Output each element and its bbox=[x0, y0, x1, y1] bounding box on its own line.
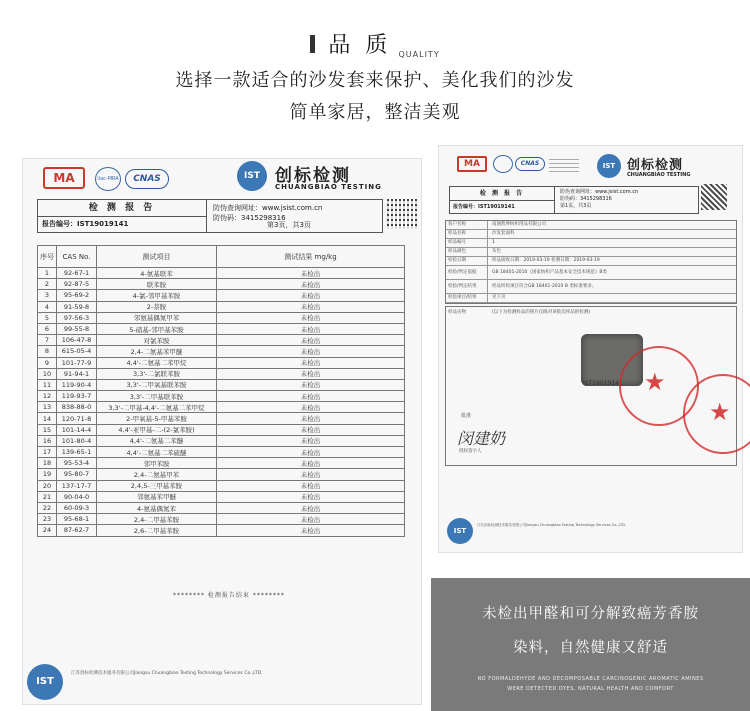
summary-value: 样品所检项目符合GB 18401-2010 B 类标准要求。 bbox=[492, 284, 597, 289]
claim-en-line1: NO FORMALDEHYDE AND DECOMPOSABLE CARCINOGENIC AROMATIC AMINES bbox=[477, 676, 704, 682]
cell-index: 20 bbox=[38, 480, 57, 491]
table-row bbox=[38, 480, 405, 491]
cell-result: 未检出 bbox=[217, 402, 405, 413]
cell-cas: 119-90-4 bbox=[57, 379, 97, 390]
summary-key: 检验/判定依据 bbox=[448, 266, 488, 279]
cell-item: 2,4,5-三甲基苯胺 bbox=[97, 480, 217, 491]
table-row bbox=[38, 525, 405, 536]
test-report-page1 bbox=[438, 145, 743, 553]
cell-cas: 615-05-4 bbox=[57, 346, 97, 357]
footer-company: 江苏创标检测技术服务有限公司Jiangsu Chuangbiao Testing Technology Services Co.,LTD. bbox=[477, 523, 626, 527]
table-row bbox=[38, 458, 405, 469]
summary-key: 检验日期 bbox=[448, 257, 488, 265]
summary-key: 样品颜色 bbox=[448, 248, 488, 256]
cell-index: 14 bbox=[38, 413, 57, 424]
table-row bbox=[38, 435, 405, 446]
cell-result: 未检出 bbox=[217, 290, 405, 301]
cell-result: 未检出 bbox=[217, 268, 405, 279]
brand-cn: 创标检测 bbox=[275, 166, 351, 186]
stamp-star-icon: ★ bbox=[709, 398, 731, 426]
cell-cas: 95-53-4 bbox=[57, 458, 97, 469]
cell-result: 未检出 bbox=[217, 491, 405, 502]
cell-cas: 99-55-8 bbox=[57, 323, 97, 334]
cell-index: 4 bbox=[38, 301, 57, 312]
cell-result: 未检出 bbox=[217, 379, 405, 390]
cell-index: 13 bbox=[38, 402, 57, 413]
cell-cas: 106-47-8 bbox=[57, 335, 97, 346]
approval-label: 批准 bbox=[461, 413, 472, 419]
summary-value: 沙发套面料 bbox=[492, 231, 515, 236]
table-row bbox=[38, 357, 405, 368]
cell-index: 5 bbox=[38, 312, 57, 323]
summary-row bbox=[446, 266, 736, 280]
cell-result: 未检出 bbox=[217, 447, 405, 458]
ist-logo-icon: IST bbox=[237, 161, 267, 191]
summary-value: 灰色 bbox=[492, 249, 501, 254]
cell-index: 17 bbox=[38, 447, 57, 458]
summary-key: 检验/判定结果 bbox=[448, 280, 488, 293]
cell-result: 未检出 bbox=[217, 514, 405, 525]
cell-cas: 101-77-9 bbox=[57, 357, 97, 368]
summary-value: 1 bbox=[492, 240, 495, 245]
cell-result: 未检出 bbox=[217, 435, 405, 446]
summary-row bbox=[446, 280, 736, 294]
cell-item: 3,3'-二氯联苯胺 bbox=[97, 368, 217, 379]
cell-cas: 119-93-7 bbox=[57, 391, 97, 402]
claim-en-line2: WERE DETECTED DYES, NATURAL HEALTH AND COMFORT bbox=[507, 686, 674, 692]
page-line: 第1页，共3页 bbox=[560, 203, 592, 209]
cell-cas: 95-80-7 bbox=[57, 469, 97, 480]
cell-item: 邻氨基偶氮甲苯 bbox=[97, 312, 217, 323]
results-table bbox=[37, 245, 405, 537]
table-row bbox=[38, 290, 405, 301]
cell-cas: 87-62-7 bbox=[57, 525, 97, 536]
cell-index: 19 bbox=[38, 469, 57, 480]
page-line: 第3页，共3页 bbox=[267, 221, 311, 229]
cell-index: 10 bbox=[38, 368, 57, 379]
cell-item: 对氯苯胺 bbox=[97, 335, 217, 346]
claim-line1: 未检出甲醛和可分解致癌芳香胺 bbox=[482, 606, 699, 622]
cell-cas: 91-94-1 bbox=[57, 368, 97, 379]
summary-key: 样品编号 bbox=[448, 239, 488, 247]
cell-result: 未检出 bbox=[217, 368, 405, 379]
summary-value: 南通凯坤纺织用品有限公司 bbox=[492, 222, 546, 227]
cnas-logo: CNAS bbox=[515, 157, 545, 171]
cell-item: 联苯胺 bbox=[97, 279, 217, 290]
cell-result: 未检出 bbox=[217, 312, 405, 323]
title-cn: 品 质 bbox=[328, 33, 392, 58]
col-header-item: 测试项目 bbox=[97, 246, 217, 268]
cell-result: 未检出 bbox=[217, 335, 405, 346]
summary-row bbox=[446, 230, 736, 239]
table-row bbox=[38, 469, 405, 480]
cell-result: 未检出 bbox=[217, 525, 405, 536]
table-row bbox=[38, 301, 405, 312]
cell-item: 4,4'-二氨基二苯硫醚 bbox=[97, 447, 217, 458]
subtitle-line2: 简单家居，整洁美观 bbox=[289, 102, 461, 123]
table-row bbox=[38, 402, 405, 413]
table-row bbox=[38, 502, 405, 513]
cell-index: 2 bbox=[38, 279, 57, 290]
table-row bbox=[38, 268, 405, 279]
cell-result: 未检出 bbox=[217, 502, 405, 513]
signature: 闵建奶 bbox=[457, 429, 506, 448]
cell-item: 2-甲氧基-5-甲基苯胺 bbox=[97, 413, 217, 424]
cell-result: 未检出 bbox=[217, 469, 405, 480]
cell-cas: 120-71-8 bbox=[57, 413, 97, 424]
cell-item: 4,4'-亚甲基-二-(2-氯苯胺) bbox=[97, 424, 217, 435]
cell-cas: 101-80-4 bbox=[57, 435, 97, 446]
ilac-logo-icon bbox=[493, 155, 513, 173]
cell-index: 21 bbox=[38, 491, 57, 502]
cell-index: 1 bbox=[38, 268, 57, 279]
cell-item: 4-氨基偶氮苯 bbox=[97, 502, 217, 513]
ist-footer-logo-icon: IST bbox=[27, 664, 63, 700]
table-row bbox=[38, 379, 405, 390]
cell-item: 3,3'-二甲基-4,4'-二氨基二苯甲烷 bbox=[97, 402, 217, 413]
cell-index: 16 bbox=[38, 435, 57, 446]
brand-en: CHUANGBIAO TESTING bbox=[275, 183, 382, 191]
summary-table bbox=[445, 220, 737, 304]
cell-item: 4,4'-二氨基二苯甲烷 bbox=[97, 357, 217, 368]
cell-result: 未检出 bbox=[217, 279, 405, 290]
brand-cn: 创标检测 bbox=[627, 158, 684, 173]
table-row bbox=[38, 447, 405, 458]
cell-cas: 95-69-2 bbox=[57, 290, 97, 301]
table-row bbox=[38, 323, 405, 334]
cert-logos bbox=[43, 167, 193, 191]
cell-item: 3,3'-二甲氧基联苯胺 bbox=[97, 379, 217, 390]
cell-result: 未检出 bbox=[217, 357, 405, 368]
summary-value: GB 18401-2010《国家纺织产品基本安全技术规范》B类 bbox=[492, 270, 607, 275]
summary-key: 样品名称 bbox=[448, 230, 488, 238]
cell-item: 2,4-二甲基苯胺 bbox=[97, 514, 217, 525]
qr-code-icon bbox=[701, 184, 727, 210]
cell-index: 22 bbox=[38, 502, 57, 513]
cell-index: 3 bbox=[38, 290, 57, 301]
site-line: 防伪查询网址：www.jsist.com.cn bbox=[213, 204, 323, 212]
report-info bbox=[207, 199, 383, 233]
site-line: 防伪查询网址：www.jsist.com.cn bbox=[560, 189, 639, 195]
cell-result: 未检出 bbox=[217, 301, 405, 312]
cell-result: 未检出 bbox=[217, 480, 405, 491]
signatory-label: 授权签字人 bbox=[459, 449, 482, 454]
cell-index: 15 bbox=[38, 424, 57, 435]
report-header-box bbox=[449, 186, 699, 214]
summary-row bbox=[446, 239, 736, 248]
table-row bbox=[38, 312, 405, 323]
summary-value: 样品接收日期：2019-03-19 检测日期：2019-03-19 bbox=[492, 258, 600, 263]
cell-result: 未检出 bbox=[217, 458, 405, 469]
cell-index: 24 bbox=[38, 525, 57, 536]
subtitle-line1: 选择一款适合的沙发套来保护、美化我们的沙发 bbox=[175, 70, 575, 91]
title-en: QUALITY bbox=[398, 50, 440, 59]
cell-item: 4-氨基联苯 bbox=[97, 268, 217, 279]
section-title bbox=[0, 28, 750, 59]
table-row bbox=[38, 335, 405, 346]
summary-key: 检验项目/结果 bbox=[448, 294, 488, 302]
summary-row bbox=[446, 257, 736, 266]
table-header-row bbox=[38, 246, 405, 268]
cell-cas: 91-59-8 bbox=[57, 301, 97, 312]
cell-item: 2,4-二氨基苯甲醚 bbox=[97, 346, 217, 357]
cell-index: 23 bbox=[38, 514, 57, 525]
cell-cas: 838-88-0 bbox=[57, 402, 97, 413]
cell-cas: 90-04-0 bbox=[57, 491, 97, 502]
col-header-index: 序号 bbox=[38, 246, 57, 268]
table-row bbox=[38, 491, 405, 502]
table-row bbox=[38, 424, 405, 435]
table-row bbox=[38, 346, 405, 357]
qr-code-overlay bbox=[387, 199, 417, 229]
summary-row bbox=[446, 221, 736, 230]
cnas-logo: CNAS bbox=[125, 169, 169, 189]
report-footer bbox=[23, 664, 423, 702]
sample-box-label: 样品实物 bbox=[448, 310, 466, 315]
ilac-logo: ilac-MRA bbox=[95, 167, 121, 191]
summary-row bbox=[446, 294, 736, 303]
test-report-page3 bbox=[22, 158, 422, 705]
ist-footer-logo-icon: IST bbox=[447, 518, 473, 544]
table-row bbox=[38, 413, 405, 424]
brand-en: CHUANGBIAO TESTING bbox=[627, 172, 691, 178]
cell-item: 5-硝基-邻甲基苯胺 bbox=[97, 323, 217, 334]
cell-result: 未检出 bbox=[217, 391, 405, 402]
cell-item: 邻甲苯胺 bbox=[97, 458, 217, 469]
table-row bbox=[38, 368, 405, 379]
cell-cas: 92-87-5 bbox=[57, 279, 97, 290]
cell-cas: 95-68-1 bbox=[57, 514, 97, 525]
cma-logo: MA bbox=[43, 167, 85, 189]
cell-item: 4,4'-二氨基二苯醚 bbox=[97, 435, 217, 446]
table-row bbox=[38, 514, 405, 525]
cell-cas: 92-67-1 bbox=[57, 268, 97, 279]
code-line: 防伪码：3415298316 bbox=[560, 196, 612, 202]
cell-index: 8 bbox=[38, 346, 57, 357]
cell-cas: 60-09-3 bbox=[57, 502, 97, 513]
cell-result: 未检出 bbox=[217, 413, 405, 424]
col-header-result: 测试结果 mg/kg bbox=[217, 246, 405, 268]
cell-index: 18 bbox=[38, 458, 57, 469]
claim-panel bbox=[431, 578, 750, 711]
cell-index: 11 bbox=[38, 379, 57, 390]
cma-logo: MA bbox=[457, 156, 487, 172]
table-row bbox=[38, 279, 405, 290]
cell-result: 未检出 bbox=[217, 346, 405, 357]
cell-result: 未检出 bbox=[217, 323, 405, 334]
col-header-cas: CAS No. bbox=[57, 246, 97, 268]
cell-item: 2,4-二氨基甲苯 bbox=[97, 469, 217, 480]
code-line: 防伪码：3415298316 bbox=[213, 214, 286, 222]
header bbox=[0, 0, 750, 130]
summary-key: 客户名称 bbox=[448, 221, 488, 229]
report-title: 检 测 报 告 bbox=[450, 187, 555, 201]
cell-cas: 97-56-3 bbox=[57, 312, 97, 323]
cell-item: 2-萘胺 bbox=[97, 301, 217, 312]
table-row bbox=[38, 391, 405, 402]
cell-item: 邻氨基苯甲醚 bbox=[97, 491, 217, 502]
sample-id-label: IST19019141 bbox=[583, 380, 623, 387]
cell-item: 2,6-二甲基苯胺 bbox=[97, 525, 217, 536]
cell-item: 3,3'-二甲基联苯胺 bbox=[97, 391, 217, 402]
footer-company: 江苏创标检测技术服务有限公司Jiangsu Chuangbiao Testing Technology Services Co.,LTD. bbox=[71, 671, 263, 676]
title-bar-icon bbox=[310, 35, 315, 53]
cell-result: 未检出 bbox=[217, 424, 405, 435]
report-end-line: ******** 检测报告结束 ******** bbox=[173, 592, 285, 599]
summary-value: 见下页 bbox=[492, 295, 506, 300]
cell-index: 7 bbox=[38, 335, 57, 346]
cell-cas: 139-65-1 bbox=[57, 447, 97, 458]
cell-cas: 101-14-4 bbox=[57, 424, 97, 435]
cell-cas: 137-17-7 bbox=[57, 480, 97, 491]
report-number: 报告编号：IST19019141 bbox=[450, 201, 555, 214]
report-info bbox=[560, 189, 638, 210]
cell-item: 4-氯-邻甲基苯胺 bbox=[97, 290, 217, 301]
sample-box-text: (以下为检测样品的照片仅限对该批次样品的检测) bbox=[492, 310, 591, 315]
cell-index: 9 bbox=[38, 357, 57, 368]
small-text-logo-icon bbox=[549, 156, 579, 172]
report-number: 报告编号：IST19019141 bbox=[37, 217, 207, 233]
stamp-star-icon: ★ bbox=[644, 368, 666, 396]
summary-row bbox=[446, 248, 736, 257]
claim-line2: 染料，自然健康又舒适 bbox=[513, 640, 668, 656]
cell-index: 12 bbox=[38, 391, 57, 402]
ist-logo-icon: IST bbox=[597, 154, 621, 178]
report-title: 检 测 报 告 bbox=[37, 199, 207, 217]
cell-index: 6 bbox=[38, 323, 57, 334]
